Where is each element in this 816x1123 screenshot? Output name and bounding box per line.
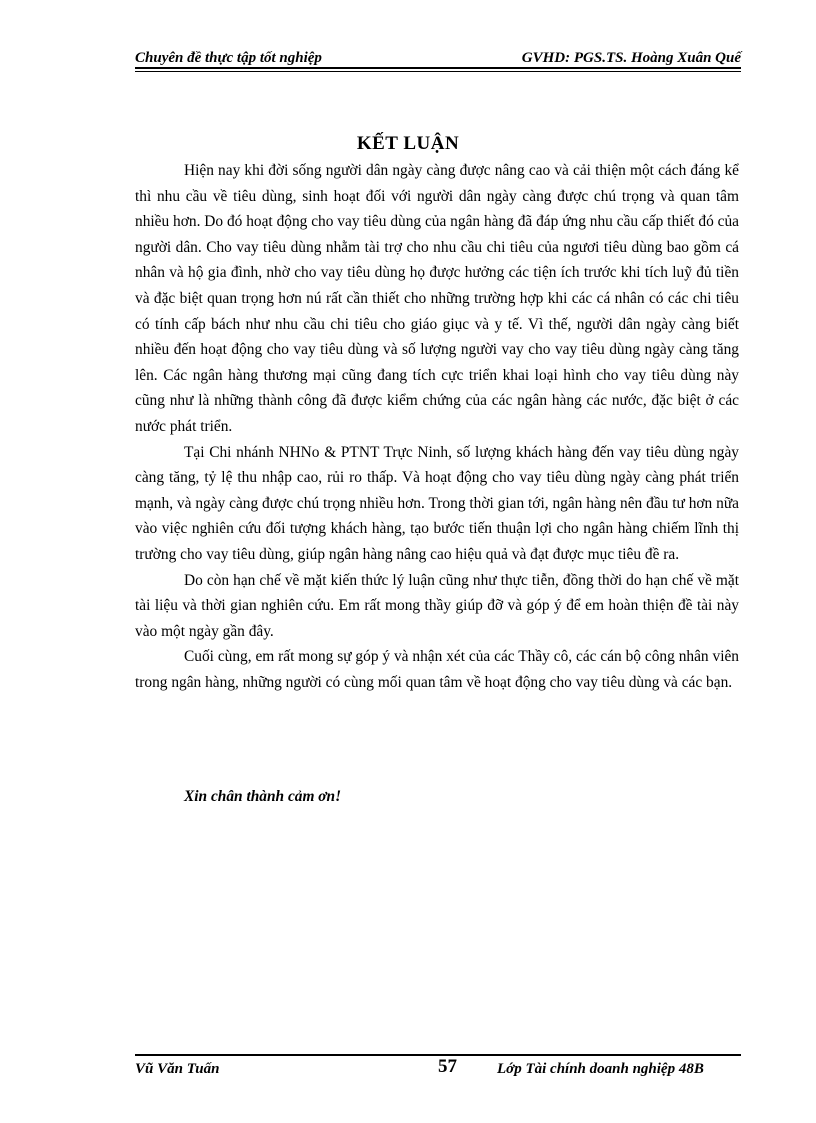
header-divider-thick	[135, 67, 741, 69]
page-title: KẾT LUẬN	[356, 133, 460, 154]
header-advisor: GVHD: PGS.TS. Hoàng Xuân Quế	[521, 50, 741, 66]
paragraph-1: Hiện nay khi đời sống người dân ngày càng được nâng cao và cải thiện một cách đáng kể thì nhu cầu về tiêu dùng, sinh hoạt đối với người dân ngày càng được chú trọng và quan tâm nhiều hơn. Do đó hoạt động cho vay tiêu dùng của ngân hàng đã đáp ứng nhu cầu cấp thiết đó của người dân. Cho vay tiêu dùng nhằm tài trợ cho nhu cầu chi tiêu của ngươi tiêu dùng bao gồm cá nhân và hộ gia đình, nhờ cho vay tiêu dùng họ được hưởng các tiện ích trước khi tích luỹ đủ tiền và đặc biệt quan trọng hơn nú rất cần thiết cho những trường hợp khi các cá nhân có các chi tiêu có tính cấp bách như nhu cầu chi tiêu cho giáo giục và y tế. Vì thế, người dân ngày càng biết nhiều đến hoạt động cho vay tiêu dùng và số lượng người vay cho vay tiêu dùng ngày càng tăng lên. Các ngân hàng thương mại cũng đang tích cực triển khai loại hình cho vay tiêu dùng này cũng như là những thành công đã được kiểm chứng của các ngân hàng các nước, đặc biệt ở các nước phát triển.	[135, 162, 739, 435]
closing-thanks: Xin chân thành cảm ơn!	[184, 788, 342, 805]
paragraph-3: Do còn hạn chế về mặt kiến thức lý luận cũng như thực tiễn, đồng thời do hạn chế về mặt tài liệu và thời gian nghiên cứu. Em rất mong thầy giúp đỡ và góp ý để em hoàn thiện đề tài này vào một ngày gần đây.	[135, 571, 739, 640]
paragraph-2: Tại Chi nhánh NHNo & PTNT Trực Ninh, số lượng khách hàng đến vay tiêu dùng ngày càng tăng, tỷ lệ thu nhập cao, rủi ro thấp. Và hoạt động cho vay tiêu dùng ngày càng phát triển mạnh, và ngày càng được chú trọng nhiều hơn. Trong thời gian tới, ngân hàng nên đầu tư hơn nữa vào việc nghiên cứu đối tượng khách hàng, tạo bước tiến thuận lợi cho ngân hàng chiếm lĩnh thị trường cho vay tiêu dùng, giúp ngân hàng nâng cao hiệu quả và đạt được mục tiêu đề ra.	[135, 443, 739, 563]
paragraph-4: Cuối cùng, em rất mong sự góp ý và nhận xét của các Thầy cô, các cán bộ công nhân viên trong ngân hàng, những người có cùng mối quan tâm về hoạt động cho vay tiêu dùng và các bạn.	[135, 648, 739, 691]
header-divider-thin	[135, 71, 741, 72]
header-document-type: Chuyên đề thực tập tốt nghiệp	[135, 50, 322, 66]
page-header	[135, 49, 741, 69]
footer-class-name: Lớp Tài chính doanh nghiệp 48B	[497, 1061, 704, 1077]
footer-author: Vũ Văn Tuấn	[135, 1061, 220, 1077]
conclusion-body	[135, 158, 739, 695]
page-number: 57	[438, 1056, 457, 1077]
